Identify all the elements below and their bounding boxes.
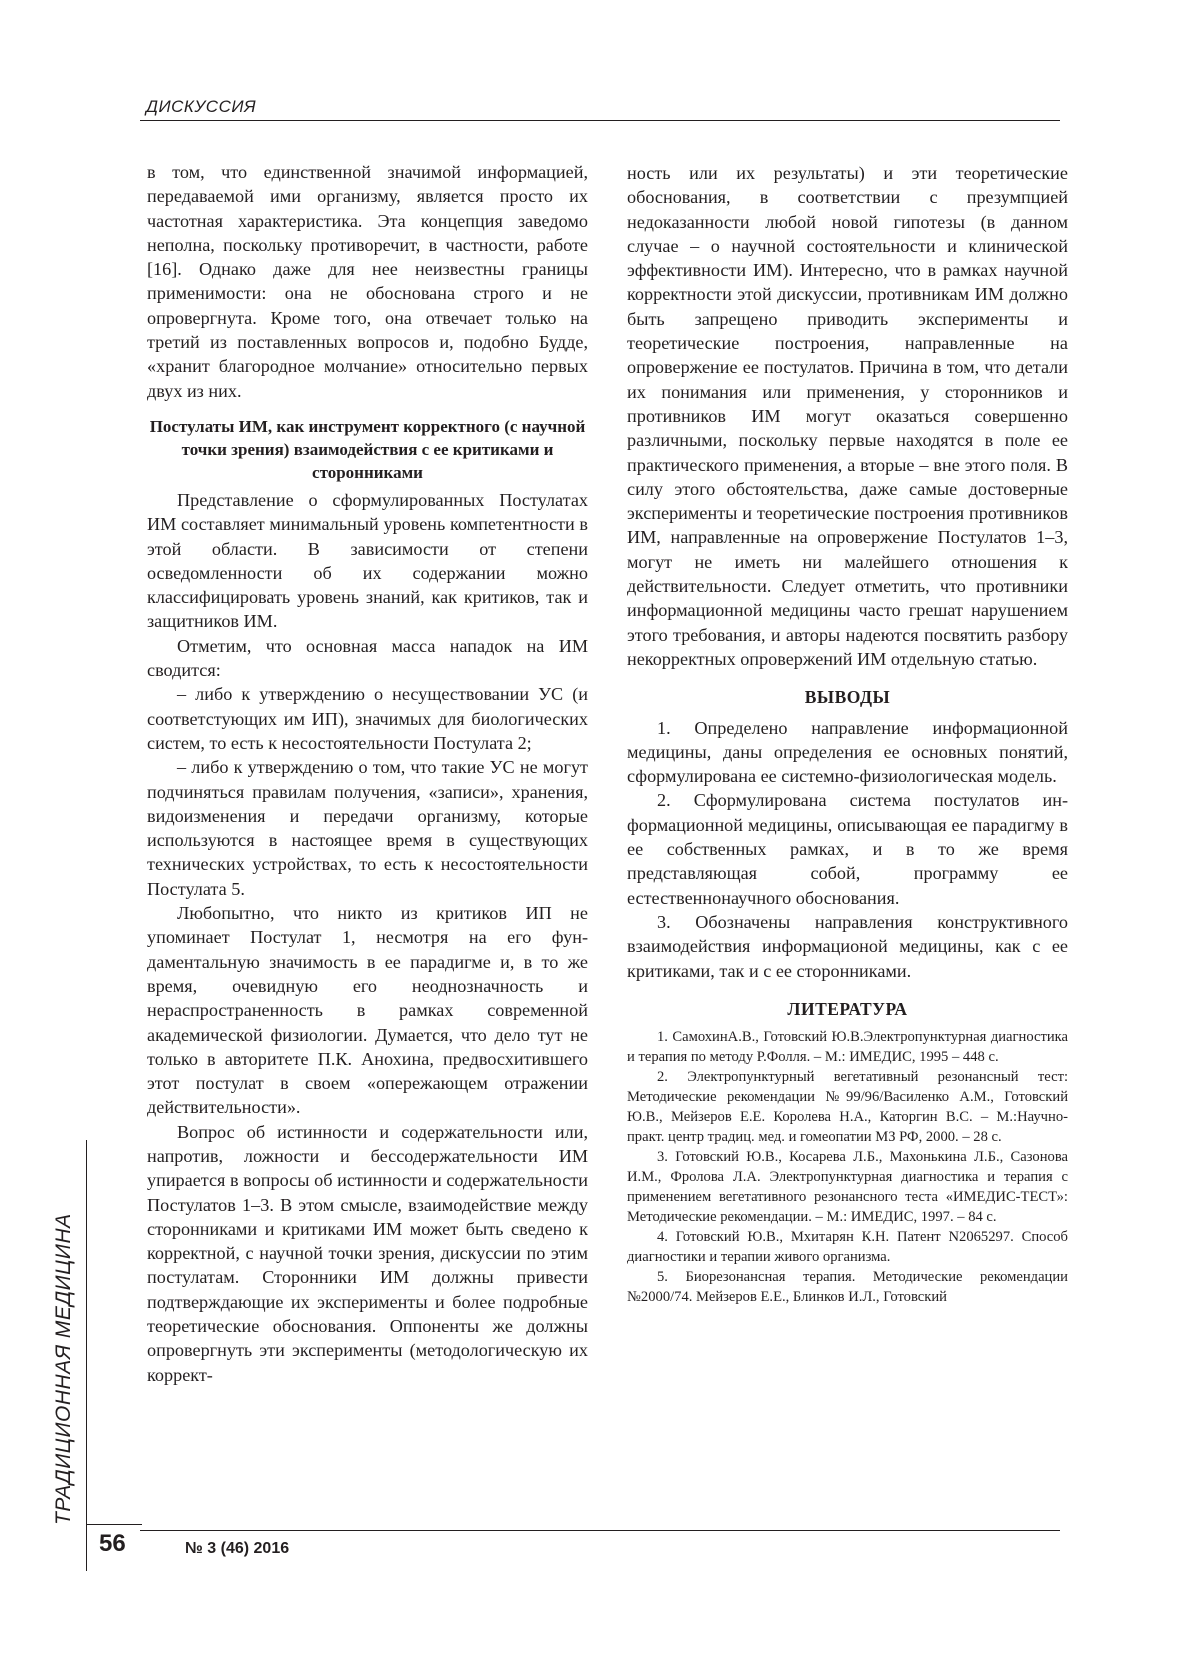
paragraph: – либо к утверждению о несуществовании УС (и соответстующих им ИП), значимых для биологических систем, то есть к несостоятельности Постулата 2;	[147, 684, 588, 753]
conclusion-item: 3. Обозначены направления конструктивного взаимодействия информационой медицины, как с ее критиками, так и с ее сторонниками.	[627, 911, 1068, 981]
footer-rule	[140, 1530, 1060, 1531]
paragraph: Представление о сформулированных Постулатах ИМ составляет минимальный уровень компетентности в этой области. В зависимости от степени осведомленности об их содержании можно классифицировать уровень знаний, как критиков, так и защитников ИМ.	[147, 489, 588, 632]
paragraph: ность или их результаты) и эти теоретические обоснования, в соответствии с презумпцией недоказанности любой новой гипотезы (в данном случае – о научной состоятельности и клинической эффективности ИМ). Интересно, что в рамках научной корректности этой дискуссии, противникам ИМ должно быть запрещено приводить эксперименты и теоретические построения, направленные на опровержение ее постулатов. Причина в том, что детали их понимания или применения, у сторонников и противников ИМ могут оказаться совершенно различными, поскольку первые находятся в поле ее практического применения, а вторые – вне этого поля. В силу этого обстоятельства, даже самые достоверные эксперименты и теоретические построения противников ИМ, направленные на опровержение Постулатов 1–3, могут не иметь ни малейшего отношения к действительности. Следует отметить, что противники информационной медицины часто грешат нарушением этого требования, и авторы надеются посвятить разбору некорректных опровержений ИМ отдельную статью.	[627, 163, 1068, 669]
conclusion-item: 1. Определено направление информационной медицины, даны определения ее основных понятий, сформулирована ее системно-физиологическая модель.	[627, 717, 1068, 787]
reference-item: 2. Электропунктурный вегетативный резонансный тест: Методические рекомендации №99/96/Василенко А.М., Готовский Ю.В., Мейзеров Е.Е. Королева Н.А., Каторгин В.С. – М.:Научно-практ. центр традиц. мед. и гомеопатии МЗ РФ, 2000. – 28 с.	[627, 1069, 1068, 1146]
subsection-heading: Постулаты ИМ, как инструмент корректного (с научной точки зрения) взаимодействия с ее критиками и сторонниками	[149, 416, 586, 482]
paragraph: в том, что единственной значимой информацией, передаваемой ими организму, является просто их частотная характеристика. Эта концепция заведомо неполна, поскольку противоречит, в частности, работе [16]. Однако даже для нее неизвестны границы применимости: она не обоснована строго и не опровергнута. Кроме того, она отвечает только на третий из поставленных вопросов и, подобно Будде, «хранит благородное молчание» относительно первых двух из них.	[147, 162, 588, 401]
references-list	[627, 1027, 1068, 1307]
sidebar-rule	[86, 1140, 87, 1540]
reference-item: 5. Биорезонансная терапия. Методические рекомендации №2000/74. Мейзеров Е.Е., Блинков И.Л., Готовский	[627, 1269, 1068, 1306]
header-rule	[140, 120, 1060, 121]
reference-item: 3. Готовский Ю.В., Косарева Л.Б., Махонькина Л.Б., Сазонова И.М., Фролова Л.А. Электропунктурная диагностика и терапия с применением вегетативного резонансного теста «ИМЕДИС-ТЕСТ»: Методические рекомендации. – М.: ИМЕДИС, 1997. – 84 с.	[627, 1149, 1068, 1226]
right-column	[627, 161, 1068, 1307]
paragraph: – либо к утверждению о том, что такие УС не могут подчиняться правилам получения, «записи», хранения, видоизменения и передачи организму, которые используются в настоящее время в существующих технических устройствах, то есть к несостоятельности Постулата 5.	[147, 757, 588, 899]
reference-item: 4. Готовский Ю.В., Мхитарян К.Н. Патент N2065297. Способ диагностики и терапии живого организма.	[627, 1229, 1068, 1266]
paragraph: Вопрос об истинности и содержательности или, напротив, ложности и бессодержательности ИМ упирается в вопросы об истинности и содержательности Постулатов 1–3. В этом смысле, взаимодействие между сторонниками и критиками ИМ может быть сведено к корректной, с научной точки зрения, дискуссии по этим постулатам. Сторонники ИМ должны привести подтверждающие их эксперименты и более подробные теоретические обоснования. Оппоненты же должны опровергнуть эти эксперименты (методологическую их коррект-	[147, 1121, 588, 1385]
conclusions-heading: ВЫВОДЫ	[804, 687, 891, 708]
issue-label: № 3 (46) 2016	[185, 1540, 290, 1557]
paragraph: Любопытно, что никто из критиков ИП не упоминает Постулат 1, несмотря на его фундаментальную значимость в ее парадигме и, в то же время, очевидную его неоднозначность и нераспространенность в рамках современной академической физиологии. Думается, что дело тут не только в авторитете П.К. Анохина, предвосхитившего этот постулат в своем «опережающем отражении действительности».	[147, 903, 588, 1118]
reference-item: 1. СамохинА.В., Готовский Ю.В.Электропунктурная диагностика и терапия по методу Р.Фолля. – М.: ИМЕДИС, 1995 – 448 с.	[627, 1029, 1068, 1066]
references-heading: ЛИТЕРАТУРА	[787, 998, 908, 1019]
conclusion-item: 2. Сформулирована система постулатов информационной медицины, описывающая ее парадигму в ее собственных рамках, и в то же время представляющая собой, программу ее естественнонаучного обоснования.	[627, 790, 1068, 908]
paragraph: Отметим, что основная масса нападок на ИМ сводится:	[147, 635, 588, 681]
left-column	[147, 160, 588, 1387]
page-number: 56	[99, 1530, 126, 1557]
section-label: ДИСКУССИЯ	[146, 97, 257, 116]
journal-title: ТРАДИЦИОННАЯ МЕДИЦИНА	[52, 1213, 75, 1525]
